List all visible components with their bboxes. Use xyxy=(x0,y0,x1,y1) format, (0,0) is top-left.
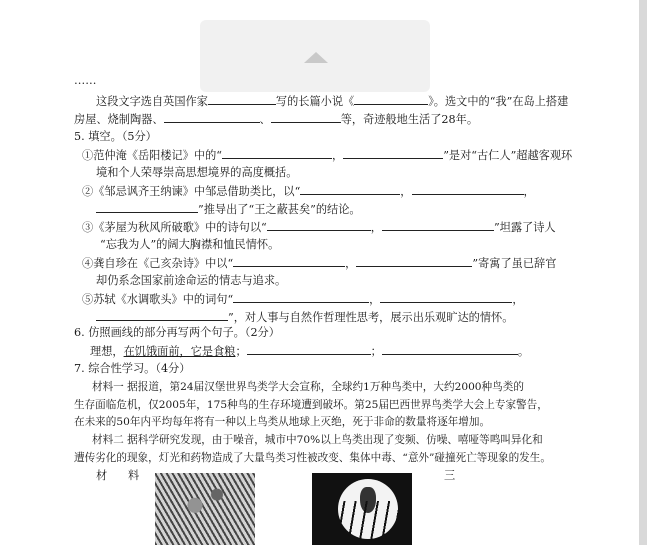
answer-blank[interactable] xyxy=(247,344,371,355)
q7-material-1-line-3: 在未来的50年内平均每年将有一种以上鸟类从地球上灭绝，死于非命的数量将逐年增加。 xyxy=(74,416,491,428)
q5-item-3: ③《茅屋为秋风所破歌》中的诗句以“ ， ”坦露了诗人 xyxy=(82,221,556,234)
q5-item-2-cont: ”推导出了“王之蔽甚矣”的结论。 xyxy=(96,202,361,217)
q6-line: 理想，在饥饿面前，它是食粮； ； 。 xyxy=(90,345,530,358)
q5-item-1: ①范仲淹《岳阳楼记》中的“ ， ”是对“古仁人”超越客观环 xyxy=(82,149,573,162)
scroll-up-overlay[interactable] xyxy=(200,20,430,92)
answer-blank[interactable] xyxy=(300,184,400,195)
q7-material-3-label-b: 料 xyxy=(128,469,140,482)
answer-blank[interactable] xyxy=(271,112,341,123)
q7-material-2-line-2: 遭传劣化的现象，灯光和药物造成了大量鸟类习性被改变、集体中毒、“意外”碰撞死亡等现象的发生。 xyxy=(74,452,551,464)
ellipsis-text: …… xyxy=(74,74,97,87)
q5-item-4-cont: 却仍系念国家前途命运的情志与追求。 xyxy=(96,274,287,287)
q5-item-4: ④龚自珍在《己亥杂诗》中以“ ， ”寄寓了虽已辞官 xyxy=(82,257,557,270)
q7-material-3-label-c: 三 xyxy=(444,469,456,482)
q4-line-1: 这段文字选自英国作家 写的长篇小说《 》。选文中的“我”在岛上搭建 xyxy=(96,95,569,108)
answer-blank[interactable] xyxy=(382,344,518,355)
answer-blank[interactable] xyxy=(382,220,494,231)
answer-blank[interactable] xyxy=(354,94,428,105)
answer-blank[interactable] xyxy=(412,184,524,195)
q5-title: 5. 填空。（5分） xyxy=(74,130,157,143)
answer-blank[interactable] xyxy=(380,292,512,303)
q7-material-3-label-a: 材 xyxy=(96,469,108,482)
answer-blank[interactable] xyxy=(343,148,443,159)
q7-title: 7. 综合性学习。（4分） xyxy=(74,362,191,375)
q5-item-3-cont: “忘我为人”的阔大胸襟和恤民情怀。 xyxy=(100,238,280,251)
answer-blank[interactable] xyxy=(96,310,228,321)
answer-blank[interactable] xyxy=(208,94,276,105)
answer-blank[interactable] xyxy=(222,148,332,159)
branches-shape xyxy=(312,501,412,545)
bird-moon-image xyxy=(312,473,412,545)
q7-material-2-line-1: 材料二 据科学研究发现，由于噪音，城市中70%以上鸟类出现了变频、仿噪、嘻哑等鸣叫异化和 xyxy=(92,434,543,446)
window-scrollbar-track[interactable] xyxy=(639,0,647,545)
q4-line-2: 房屋、烧制陶器、 、 等，奇迹般地生活了28年。 xyxy=(74,113,479,126)
answer-blank[interactable] xyxy=(233,256,345,267)
q7-material-1-line-1: 材料一 据报道，第24届汉堡世界鸟类学大会宣称，全球约1万种鸟类中，大约2000种鸟类的 xyxy=(92,381,524,393)
answer-blank[interactable] xyxy=(356,256,472,267)
answer-blank[interactable] xyxy=(164,112,260,123)
bird-illustration-image xyxy=(155,473,255,545)
q7-material-1-line-2: 生存面临危机，仅2005年，175种鸟的生存环境遭到破坏。第25届巴西世界鸟类学大会上专家警告， xyxy=(74,399,548,411)
chevron-up-icon[interactable] xyxy=(304,52,328,63)
q5-item-2: ②《邹忌讽齐王纳谏》中邹忌借助类比，以“ ， ， xyxy=(82,185,535,198)
q5-item-5-cont: ”，对人事与自然作哲理性思考，展示出乐观旷达的情怀。 xyxy=(96,310,513,325)
q6-title: 6. 仿照画线的部分再写两个句子。（2分） xyxy=(74,326,280,339)
answer-blank[interactable] xyxy=(233,292,369,303)
q5-item-5: ⑤苏轼《水调歌头》中的词句“ ， ， xyxy=(82,293,524,306)
q5-item-1-cont: 境和个人荣辱崇高思想境界的高度概括。 xyxy=(96,166,298,179)
answer-blank[interactable] xyxy=(96,202,198,213)
q6-underlined-example: 在饥饿面前，它是食粮 xyxy=(123,345,236,358)
answer-blank[interactable] xyxy=(267,220,371,231)
